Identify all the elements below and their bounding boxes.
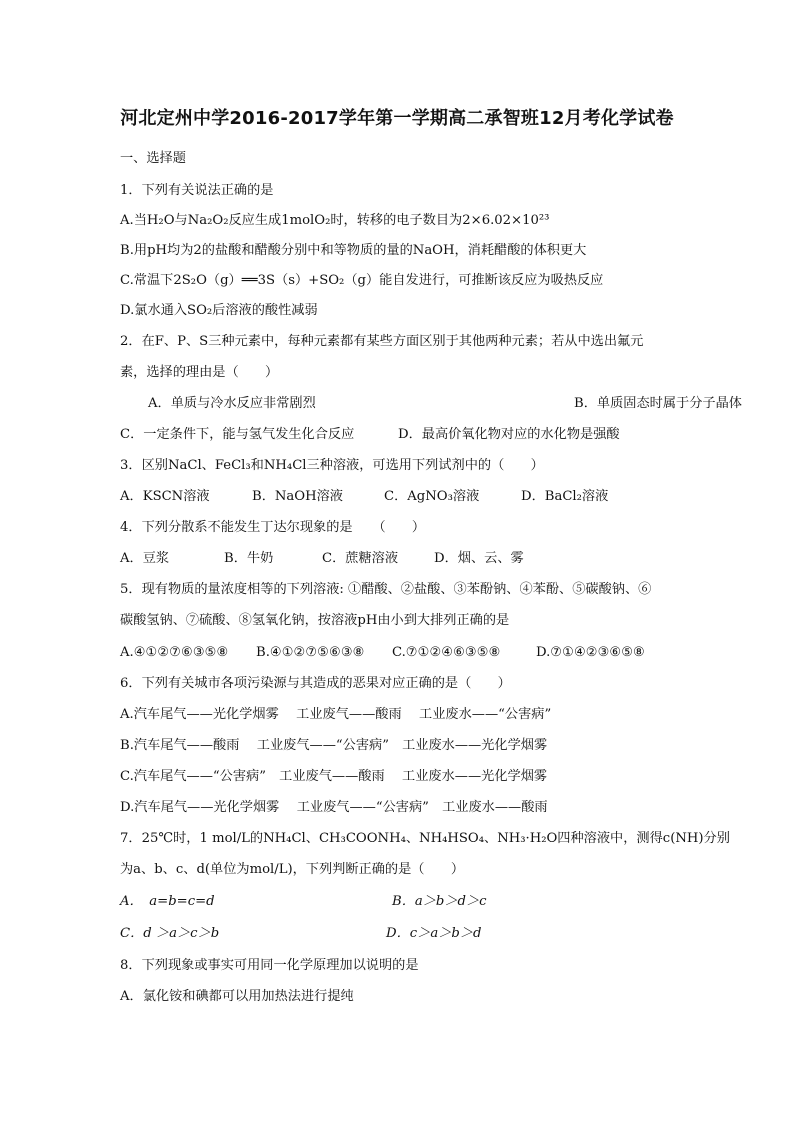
q4-option-a: A．豆浆	[120, 551, 170, 566]
q7-option-c: C．d ＞a＞c＞b	[120, 926, 220, 941]
q7-stem-line1: 7．25℃时，1 mol/L的NH₄Cl、CH₃COONH₄、NH₄HSO₄、NH₃·H₂O四种溶液中，测得c(NH)分别	[120, 831, 730, 846]
q2-options-row2	[120, 427, 694, 443]
q4-options	[120, 551, 694, 567]
q1-option-a: A.当H₂O与Na₂O₂反应生成1molO₂时，转移的电子数目为2×6.02×10²³	[120, 213, 550, 228]
q6-option-c: C.汽车尾气——“公害病” 工业废气——酸雨 工业废水——光化学烟雾	[120, 769, 548, 784]
q2-option-b: B．单质固态时属于分子晶体	[574, 396, 742, 411]
q1-option-b: B.用pH均为2的盐酸和醋酸分别中和等物质的量的NaOH，消耗醋酸的体积更大	[120, 243, 587, 258]
q4-option-c: C．蔗糖溶液	[322, 551, 399, 566]
q5-option-b: B.④①②⑦⑤⑥③⑧	[256, 645, 365, 660]
q3-stem: 3．区别NaCl、FeCl₃和NH₄Cl三种溶液，可选用下列试剂中的（ ）	[120, 458, 544, 473]
q5-options	[120, 645, 694, 661]
q4-option-d: D．烟、云、雾	[434, 551, 524, 566]
q4-stem: 4．下列分散系不能发生丁达尔现象的是 （ ）	[120, 520, 426, 535]
q7-option-d: D．c＞a＞b＞d	[386, 926, 482, 941]
q3-option-d: D．BaCl₂溶液	[521, 489, 609, 504]
q7-option-b: B．a＞b＞d＞c	[392, 894, 487, 909]
section-heading: 一、选择题	[120, 151, 186, 166]
q7-option-a: A． a=b=c=d	[120, 894, 215, 909]
q5-stem-line2: 碳酸氢钠、⑦硫酸、⑧氢氧化钠，按溶液pH由小到大排列正确的是	[120, 613, 510, 628]
q2-option-d: D．最高价氧化物对应的水化物是强酸	[398, 427, 620, 442]
q7-options-row1	[120, 894, 694, 910]
q7-stem-line2: 为a、b、c、d(单位为mol/L)，下列判断正确的是（ ）	[120, 862, 465, 877]
q2-option-a: A．单质与冷水反应非常剧烈	[148, 396, 316, 411]
q7-options-row2	[120, 926, 694, 942]
q2-options-row1	[148, 396, 742, 412]
q1-stem: 1．下列有关说法正确的是	[120, 183, 274, 198]
q5-option-a: A.④①②⑦⑥③⑤⑧	[120, 645, 229, 660]
q6-option-a: A.汽车尾气——光化学烟雾 工业废气——酸雨 工业废水——“公害病”	[120, 707, 552, 722]
q3-option-c: C．AgNO₃溶液	[384, 489, 480, 504]
q3-options	[120, 489, 694, 505]
q2-option-c: C．一定条件下，能与氢气发生化合反应	[120, 427, 355, 442]
q3-option-a: A．KSCN溶液	[120, 489, 210, 504]
q5-option-d: D.⑦①④②③⑥⑤⑧	[536, 645, 645, 660]
q1-option-c: C.常温下2S₂O（g）══3S（s）+SO₂（g）能自发进行，可推断该反应为吸热反应	[120, 273, 604, 288]
q5-option-c: C.⑦①②④⑥③⑤⑧	[392, 645, 501, 660]
q2-stem-line2: 素，选择的理由是（ ）	[120, 365, 279, 380]
q3-option-b: B．NaOH溶液	[252, 489, 343, 504]
exam-title: 河北定州中学2016-2017学年第一学期高二承智班12月考化学试卷	[120, 108, 674, 129]
q6-option-b: B.汽车尾气——酸雨 工业废气——“公害病” 工业废水——光化学烟雾	[120, 738, 548, 753]
q8-stem: 8．下列现象或事实可用同一化学原理加以说明的是	[120, 958, 419, 973]
q8-option-a: A．氯化铵和碘都可以用加热法进行提纯	[120, 989, 354, 1004]
q6-stem: 6．下列有关城市各项污染源与其造成的恶果对应正确的是（ ）	[120, 676, 511, 691]
q5-stem-line1: 5．现有物质的量浓度相等的下列溶液: ①醋酸、②盐酸、③苯酚钠、④苯酚、⑤碳酸钠、⑥	[120, 582, 652, 597]
q4-option-b: B．牛奶	[224, 551, 274, 566]
q6-option-d: D.汽车尾气——光化学烟雾 工业废气——“公害病” 工业废水——酸雨	[120, 800, 548, 815]
q1-option-d: D.氯水通入SO₂后溶液的酸性减弱	[120, 303, 318, 318]
q2-stem-line1: 2．在F、P、S三种元素中，每种元素都有某些方面区别于其他两种元素；若从中选出氟元	[120, 334, 644, 349]
